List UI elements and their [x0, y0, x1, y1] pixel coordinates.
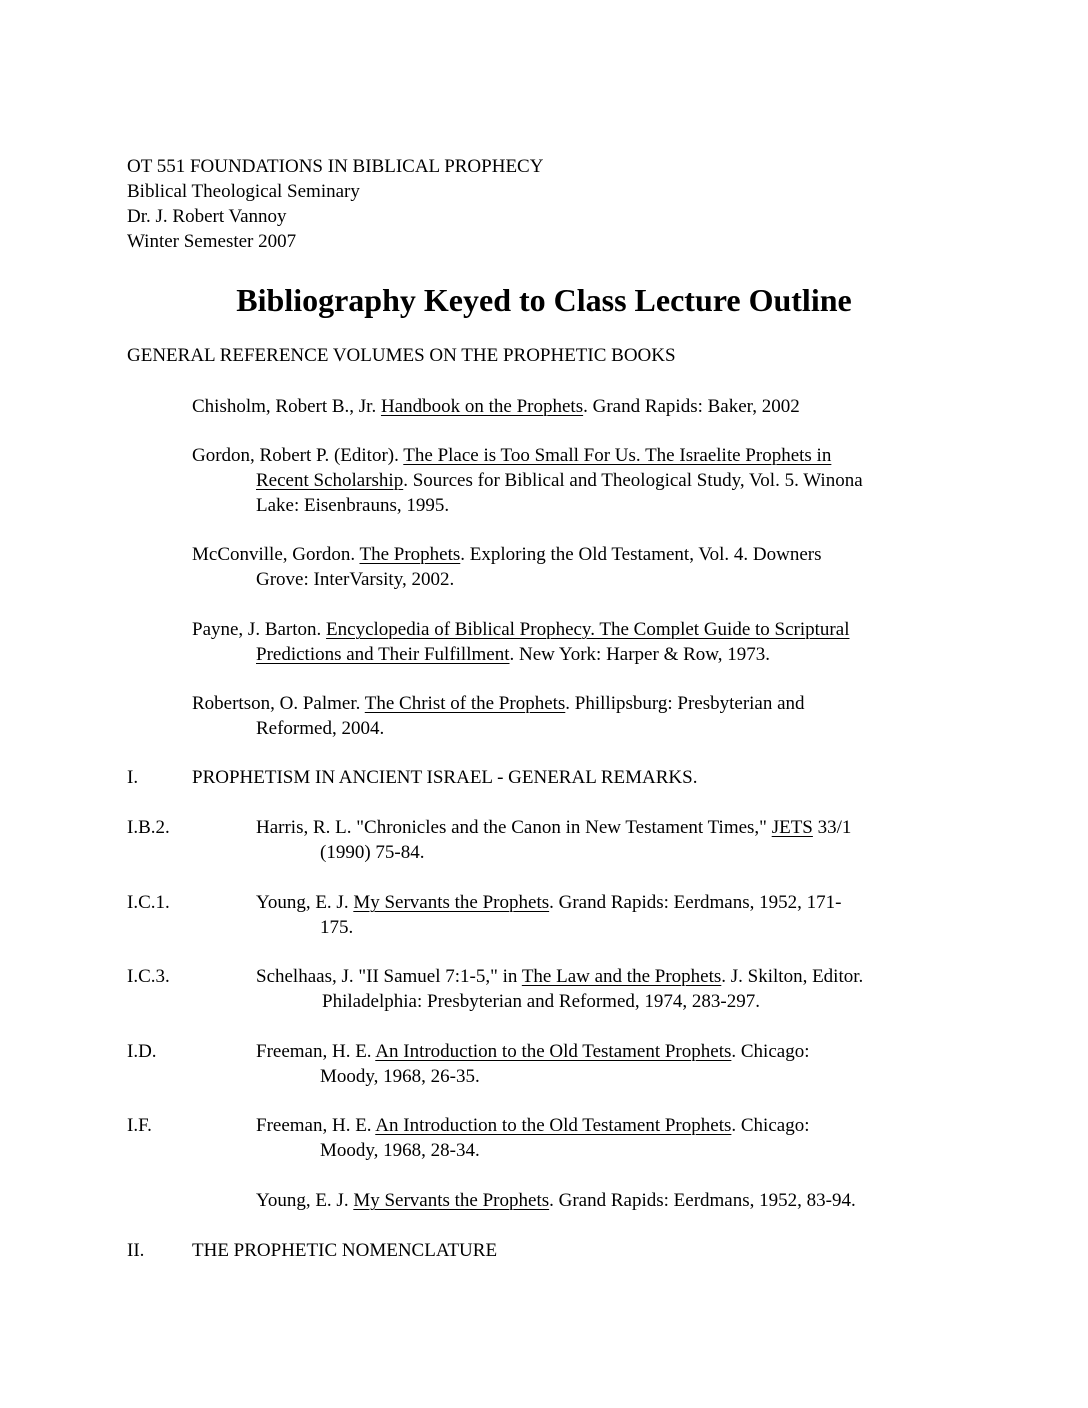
author: Young, E. J. — [256, 892, 354, 913]
bib-entry-line: Lake: Eisenbrauns, 1995. — [256, 495, 450, 516]
section-number: I. — [127, 767, 139, 788]
book-title: Recent Scholarship — [256, 470, 404, 491]
publication: . New York: Harper & Row, 1973. — [509, 644, 771, 665]
book-title: An Introduction to the Old Testament Prophets — [375, 1041, 732, 1062]
term: Winter Semester 2007 — [127, 231, 297, 252]
author: Freeman, H. E. — [256, 1115, 376, 1136]
book-title: My Servants the Prophets — [353, 1190, 550, 1211]
bib-entry-line: Reformed, 2004. — [256, 718, 385, 739]
bib-entry-line — [256, 1188, 856, 1213]
outline-key: I.F. — [127, 1115, 152, 1136]
book-title: Predictions and Their Fulfillment — [256, 644, 510, 665]
book-title: Handbook on the Prophets — [380, 396, 584, 417]
publication: 33/1 — [812, 817, 852, 838]
book-title: My Servants the Prophets — [353, 892, 550, 913]
publication: . Grand Rapids: Eerdmans, 1952, 83-94. — [549, 1190, 856, 1211]
book-title: Encyclopedia of Biblical Prophecy. The Complet Guide to Scriptural — [326, 619, 850, 640]
bib-entry-line: Moody, 1968, 26-35. — [320, 1066, 480, 1087]
author: Gordon, Robert P. (Editor). — [192, 445, 404, 466]
bib-entry-line: (1990) 75-84. — [320, 842, 425, 863]
bib-entry-line — [192, 394, 800, 419]
author: Young, E. J. — [256, 1190, 354, 1211]
bib-entry-line — [192, 542, 822, 567]
bib-entry-line — [192, 443, 831, 468]
section-heading: THE PROPHETIC NOMENCLATURE — [192, 1240, 498, 1261]
general-heading: GENERAL REFERENCE VOLUMES ON THE PROPHETIC BOOKS — [127, 345, 676, 366]
book-title: The Prophets — [359, 544, 461, 565]
bib-entry-line — [256, 1113, 809, 1138]
publication: . Sources for Biblical and Theological Study, Vol. 5. Winona — [403, 470, 863, 491]
bib-entry-line — [256, 964, 863, 989]
outline-key: I.B.2. — [127, 817, 170, 838]
publication: . Grand Rapids: Eerdmans, 1952, 171- — [549, 892, 842, 913]
course-title: OT 551 FOUNDATIONS IN BIBLICAL PROPHECY — [127, 156, 544, 177]
publication: . Grand Rapids: Baker, 2002 — [583, 396, 800, 417]
bib-entry-line: Moody, 1968, 28-34. — [320, 1140, 480, 1161]
publication: . Exploring the Old Testament, Vol. 4. Downers — [460, 544, 822, 565]
author: Schelhaas, J. "II Samuel 7:1-5," in — [256, 966, 522, 987]
outline-key: I.C.1. — [127, 892, 170, 913]
bib-entry-line — [256, 890, 841, 915]
section-heading: PROPHETISM IN ANCIENT ISRAEL - GENERAL REMARKS. — [192, 767, 698, 788]
author: Chisholm, Robert B., Jr. — [192, 396, 381, 417]
page-title: Bibliography Keyed to Class Lecture Outline — [236, 282, 852, 318]
journal-title: JETS — [771, 817, 813, 838]
outline-key: I.C.3. — [127, 966, 170, 987]
bib-entry-line — [192, 617, 849, 642]
book-title: The Christ of the Prophets — [364, 693, 566, 714]
publication: . J. Skilton, Editor. — [721, 966, 864, 987]
section-number: II. — [127, 1240, 145, 1261]
publication: . Chicago: — [731, 1041, 810, 1062]
instructor-name: Dr. J. Robert Vannoy — [127, 206, 287, 227]
bib-entry-line — [192, 691, 805, 716]
school-name: Biblical Theological Seminary — [127, 181, 360, 202]
book-title: The Place is Too Small For Us. The Israelite Prophets in — [403, 445, 832, 466]
publication: . Chicago: — [731, 1115, 810, 1136]
outline-key: I.D. — [127, 1041, 157, 1062]
book-title: An Introduction to the Old Testament Prophets — [375, 1115, 732, 1136]
author: Harris, R. L. "Chronicles and the Canon in New Testament Times," — [256, 817, 772, 838]
author: Payne, J. Barton. — [192, 619, 327, 640]
book-title: The Law and the Prophets — [521, 966, 722, 987]
bib-entry-line — [256, 642, 770, 667]
bib-entry-line — [256, 1039, 809, 1064]
bib-entry-line: Philadelphia: Presbyterian and Reformed, 1974, 283-297. — [322, 991, 760, 1012]
bib-entry-line: Grove: InterVarsity, 2002. — [256, 569, 455, 590]
author: Freeman, H. E. — [256, 1041, 376, 1062]
author: Robertson, O. Palmer. — [192, 693, 365, 714]
publication: . Phillipsburg: Presbyterian and — [565, 693, 805, 714]
bib-entry-line — [256, 815, 851, 840]
author: McConville, Gordon. — [192, 544, 360, 565]
bib-entry-line — [256, 468, 863, 493]
bib-entry-line: 175. — [320, 917, 354, 938]
